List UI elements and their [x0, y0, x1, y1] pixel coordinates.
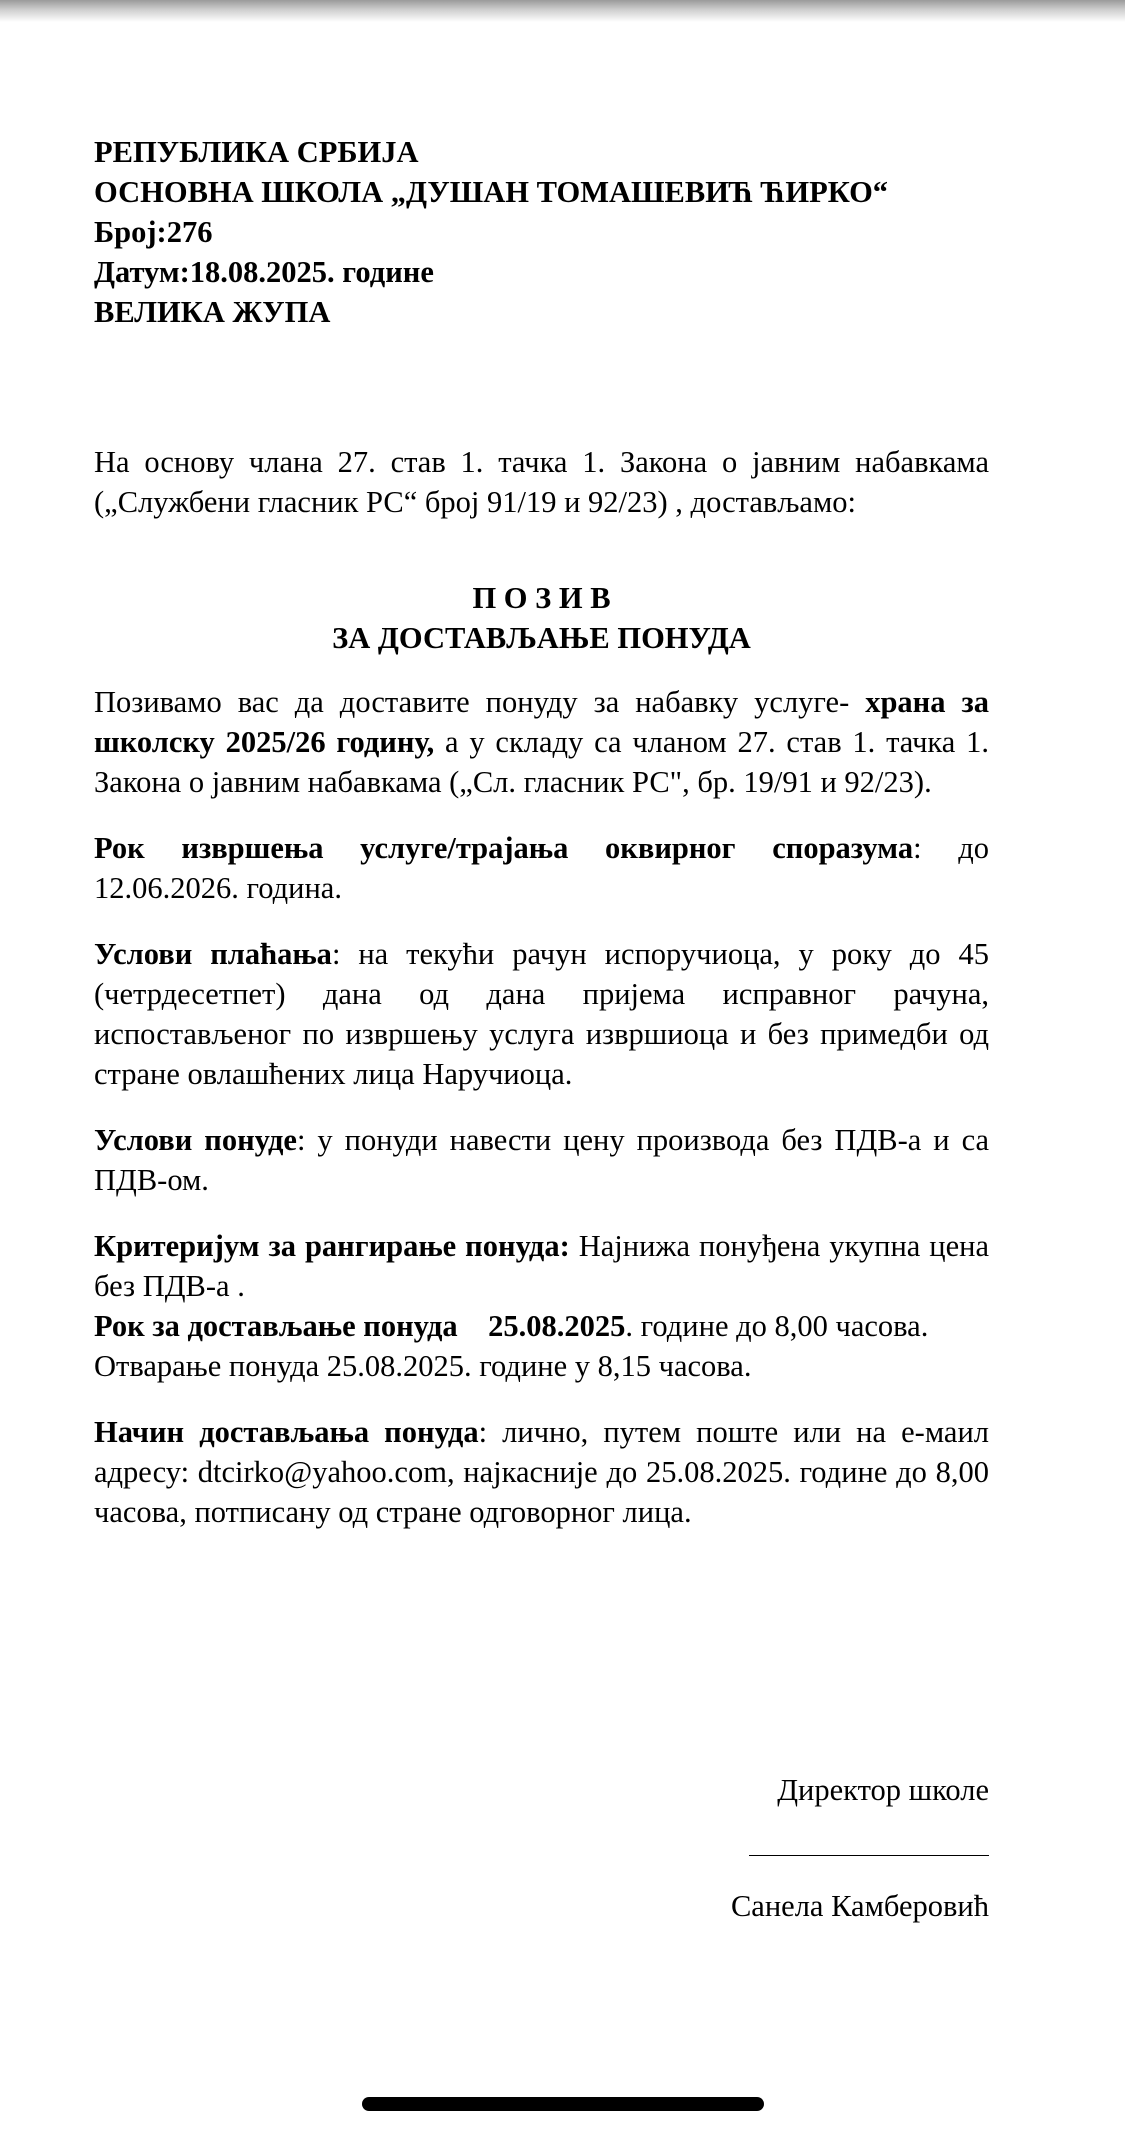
signature-name: Санела Камберовић	[730, 1889, 989, 1923]
document-header	[94, 132, 989, 332]
header-location: ВЕЛИКА ЖУПА	[94, 295, 331, 329]
screen-top-shadow	[0, 0, 1125, 22]
home-indicator[interactable]	[362, 2097, 764, 2111]
document-title	[94, 578, 989, 658]
header-number: Број:276	[94, 215, 213, 249]
deadline-paragraph	[94, 828, 989, 908]
title-line-2: ЗА ДОСТАВЉАЊЕ ПОНУДА	[332, 621, 751, 655]
intro-paragraph: На основу члана 27. став 1. тачка 1. Закона о јавним набавкама („Службени гласник РС“ број 91/19 и 92/23) , достављамо:	[94, 445, 989, 519]
deadline-label: Рок извршења услуге/трајања оквирног споразума	[94, 831, 914, 865]
payment-paragraph	[94, 934, 989, 1094]
opening-paragraph: Отварање понуда 25.08.2025. године у 8,15 часова.	[94, 1349, 752, 1383]
submission-deadline-label: Рок за достављање понуда	[94, 1309, 458, 1343]
invitation-text-1: Позивамо вас да доставите понуду за набавку услуге-	[94, 685, 866, 719]
invitation-text-2: а у складу са чланом 27. став 1. тачка 1. Закона о јавним набавкама („Сл. гласник РС", бр. 19/91 и 92/23).	[94, 725, 989, 799]
criteria-text: Најнижа понуђена укупна цена без ПДВ-а .	[94, 1229, 989, 1303]
header-date: Датум:18.08.2025. године	[94, 255, 434, 289]
signature-role: Директор школе	[777, 1773, 989, 1807]
criteria-paragraph	[94, 1226, 989, 1306]
payment-text: : на текући рачун испоручиоца, у року до 45 (четрдесетпет) дана од дана пријема исправног рачуна, испостављеног по извршењу услуга извршиоца и без примедби од стране овлашћених лица Наручиоца.	[94, 937, 990, 1091]
offer-conditions-text: : у понуди навести цену производа без ПДВ-а и са ПДВ-ом.	[94, 1123, 990, 1197]
signature-line	[749, 1854, 989, 1856]
offer-conditions-label: Услови понуде	[94, 1123, 297, 1157]
title-line-1: П О З И В	[472, 581, 611, 615]
criteria-label: Критеријум за рангирање понуда:	[94, 1229, 570, 1263]
delivery-paragraph	[94, 1412, 989, 1532]
deadline-text: : до 12.06.2026. година.	[94, 831, 989, 905]
delivery-label: Начин достављања понуда	[94, 1415, 479, 1449]
delivery-text: : лично, путем поште или на е-маил адресу: dtcirko@yahoo.com, најкасније до 25.08.2025. године до 8,00 часова, потписану од стране одговорног лица.	[94, 1415, 989, 1529]
header-school-name: ОСНОВНА ШКОЛА „ДУШАН ТОМАШЕВИЋ ЋИРКО“	[94, 175, 889, 209]
signature-block	[731, 1770, 989, 1926]
submission-deadline-paragraph	[94, 1306, 989, 1346]
submission-deadline-date: 25.08.2025	[488, 1309, 626, 1343]
offer-conditions-paragraph	[94, 1120, 989, 1200]
header-country: РЕПУБЛИКА СРБИЈА	[94, 135, 419, 169]
payment-label: Услови плаћања	[94, 937, 332, 971]
invitation-bold: храна за школску 2025/26 годину,	[94, 685, 989, 759]
submission-deadline-text: . године до 8,00 часова.	[625, 1309, 929, 1343]
invitation-paragraph	[94, 682, 989, 802]
document-page	[94, 132, 989, 1558]
